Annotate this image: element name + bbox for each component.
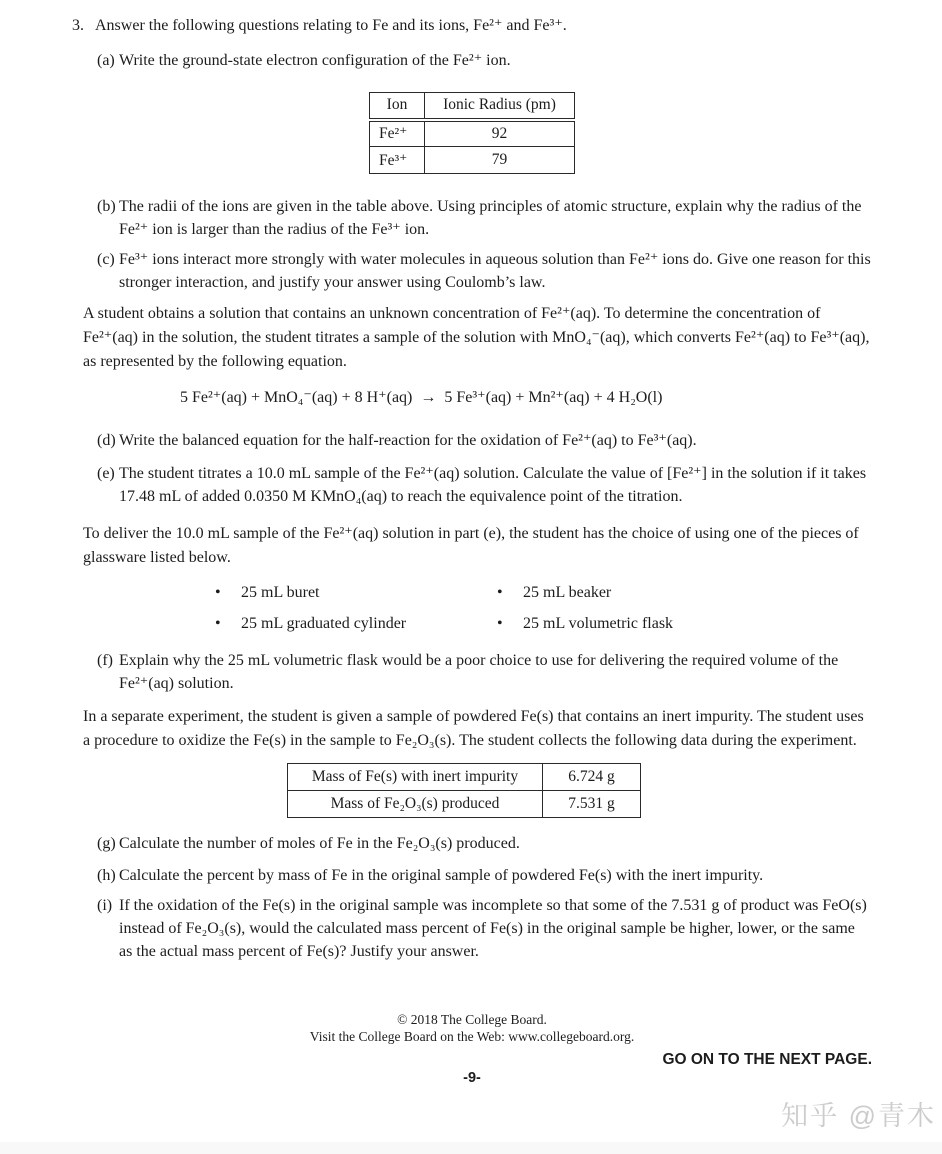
part-g-text: Calculate the number of moles of Fe in the Fe₂O₃(s) produced.	[119, 835, 520, 852]
list-item	[215, 613, 497, 635]
part-a	[97, 49, 872, 72]
part-e	[97, 462, 872, 508]
watermark: 知乎 @青木	[781, 1101, 936, 1131]
radius-table-ion-fe3: Fe³⁺	[370, 147, 425, 174]
part-a-text: Write the ground-state electron configuration of the Fe²⁺ ion.	[119, 52, 511, 69]
glassware-item-buret: 25 mL buret	[241, 584, 320, 601]
page-number: -9-	[463, 1070, 481, 1086]
part-h-text: Calculate the percent by mass of Fe in the original sample of powdered Fe(s) with the inert impurity.	[119, 867, 764, 884]
copyright-line: © 2018 The College Board.	[397, 1012, 547, 1027]
radius-table-value-fe2: 92	[425, 120, 575, 147]
part-c-label: (c)	[97, 251, 115, 268]
mass-table-label-fe2o3: Mass of Fe₂O₃(s) produced	[288, 791, 543, 818]
part-a-label: (a)	[97, 52, 115, 69]
bullet-icon: •	[497, 584, 503, 601]
list-item	[215, 582, 497, 604]
part-h-label: (h)	[97, 867, 116, 884]
bullet-icon: •	[497, 615, 503, 632]
part-i-label: (i)	[97, 897, 113, 914]
part-f-text: Explain why the 25 mL volumetric flask would be a poor choice to use for delivering the required volume of the Fe²⁺(aq) solution.	[119, 652, 839, 692]
table-header-row	[370, 93, 575, 120]
separate-experiment-paragraph: In a separate experiment, the student is given a sample of powdered Fe(s) that contains an inert impurity. The student uses a procedure to oxidize the Fe(s) in the sample to Fe₂O₃(s). The student collects the following data during the experiment.	[83, 708, 864, 749]
part-i-text: If the oxidation of the Fe(s) in the original sample was incomplete so that some of the 7.531 g of product was FeO(s) instead of Fe₂O₃(s), would the calculated mass percent of Fe(s) in the original sample be higher, lower, or the same as the actual mass percent of Fe(s)? Justify your answer.	[119, 897, 867, 960]
part-c-text: Fe³⁺ ions interact more strongly with water molecules in aqueous solution than Fe²⁺ ions do. Give one reason for this stronger interaction, and justify your answer using Coulomb’s law.	[119, 251, 871, 291]
part-d-text: Write the balanced equation for the half-reaction for the oxidation of Fe²⁺(aq) to Fe³⁺(aq).	[119, 432, 697, 449]
bullet-icon: •	[215, 584, 221, 601]
part-f-label: (f)	[97, 652, 113, 669]
part-e-label: (e)	[97, 465, 115, 482]
mass-table-value-fe: 6.724 g	[543, 764, 641, 791]
mass-table-label-fe: Mass of Fe(s) with inert impurity	[288, 764, 543, 791]
part-i	[97, 894, 872, 963]
bullet-icon: •	[215, 615, 221, 632]
part-b	[97, 195, 872, 241]
mass-data-table	[287, 763, 641, 818]
list-item	[497, 582, 872, 604]
part-b-label: (b)	[97, 198, 116, 215]
glassware-item-beaker: 25 mL beaker	[523, 584, 612, 601]
part-h	[97, 864, 872, 887]
go-on-instruction: GO ON TO THE NEXT PAGE.	[662, 1051, 872, 1068]
glassware-item-volumetric-flask: 25 mL volumetric flask	[523, 615, 674, 632]
question-number: 3.	[72, 17, 84, 34]
part-g	[97, 832, 872, 855]
question-3	[72, 14, 872, 37]
glassware-item-graduated-cylinder: 25 mL graduated cylinder	[241, 615, 407, 632]
question-text: Answer the following questions relating to Fe and its ions, Fe²⁺ and Fe³⁺.	[95, 17, 567, 34]
part-d	[97, 429, 872, 452]
list-item	[497, 613, 872, 635]
part-f	[97, 649, 872, 695]
table-row	[370, 147, 575, 174]
table-row	[288, 764, 641, 791]
table-row	[288, 791, 641, 818]
glassware-list	[215, 582, 872, 635]
part-c	[97, 248, 872, 294]
part-d-label: (d)	[97, 432, 116, 449]
bottom-strip	[0, 1142, 942, 1154]
deliver-paragraph: To deliver the 10.0 mL sample of the Fe²⁺(aq) solution in part (e), the student has the choice of using one of the pieces of glassware listed below.	[83, 525, 859, 566]
part-g-label: (g)	[97, 835, 116, 852]
part-e-text: The student titrates a 10.0 mL sample of the Fe²⁺(aq) solution. Calculate the value of [Fe²⁺] in the solution if it takes 17.48 mL of added 0.0350 M KMnO₄(aq) to reach the equivalence point of the titration.	[119, 465, 867, 505]
radius-table-header-ion: Ion	[370, 93, 425, 120]
radius-table-header-radius: Ionic Radius (pm)	[425, 93, 575, 120]
web-line: Visit the College Board on the Web: www.collegeboard.org.	[309, 1029, 635, 1044]
titration-paragraph: A student obtains a solution that contains an unknown concentration of Fe²⁺(aq). To determine the concentration of Fe²⁺(aq) in the solution, the student titrates a sample of the solution with MnO₄⁻(aq), which converts Fe²⁺(aq) to Fe³⁺(aq), as represented by the following equation.	[83, 305, 870, 370]
table-row	[370, 120, 575, 147]
part-b-text: The radii of the ions are given in the table above. Using principles of atomic structure, explain why the radius of the Fe²⁺ ion is larger than the radius of the Fe³⁺ ion.	[119, 198, 862, 238]
radius-table-value-fe3: 79	[425, 147, 575, 174]
ionic-radius-table	[369, 92, 575, 174]
mass-table-value-fe2o3: 7.531 g	[543, 791, 641, 818]
redox-equation: 5 Fe²⁺(aq) + MnO₄⁻(aq) + 8 H⁺(aq) → 5 Fe³⁺(aq) + Mn²⁺(aq) + 4 H₂O(l)	[180, 389, 663, 406]
radius-table-ion-fe2: Fe²⁺	[370, 120, 425, 147]
footer-copyright	[72, 1011, 872, 1045]
